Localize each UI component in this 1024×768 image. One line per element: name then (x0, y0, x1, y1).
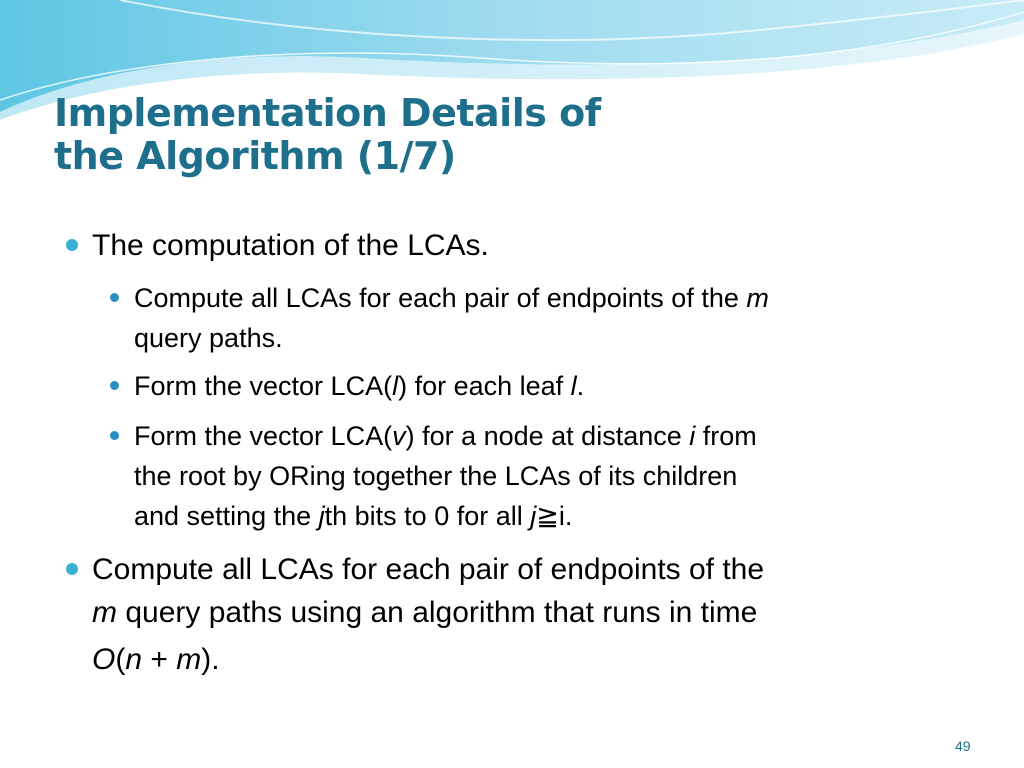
sub-bullet-form-vector-node (134, 416, 954, 536)
bullet-lca-computation (92, 224, 952, 267)
math-var: j (318, 501, 325, 531)
bullet-dot-icon (66, 239, 78, 251)
math-var: l (570, 371, 577, 401)
text: . (576, 371, 585, 401)
bullet-compute-all-lcas (92, 548, 952, 681)
math-var: l (392, 371, 399, 401)
bullet-dot-icon (66, 563, 78, 575)
bullet-line (134, 416, 954, 456)
text: ) for a node at distance (405, 421, 690, 451)
title-line-1: Implementation Details of (54, 91, 601, 135)
text: from (695, 421, 757, 451)
text: ) for each leaf (398, 371, 571, 401)
math-var: i (689, 421, 696, 451)
math-var: j (530, 501, 537, 531)
math-var: m (92, 596, 117, 629)
bullet-line (134, 366, 954, 406)
text: Form the vector LCA( (134, 421, 393, 451)
sub-bullet-compute-lcas (134, 278, 954, 358)
text: ( (115, 643, 126, 676)
text: ≧i. (536, 501, 573, 531)
bullet-dot-icon (110, 381, 119, 390)
bullet-dot-icon (110, 293, 119, 302)
bullet-line: the root by ORing together the LCAs of its children (134, 461, 738, 491)
bullet-line (92, 591, 952, 634)
title-line-2: the Algorithm (1/7) (54, 134, 456, 178)
text: query paths using an algorithm that runs in time (117, 596, 758, 629)
bullet-line: Compute all LCAs for each pair of endpoints of the (92, 553, 765, 586)
bullet-dot-icon (110, 431, 119, 440)
text: Form the vector LCA( (134, 371, 393, 401)
bullet-line: query paths. (134, 323, 283, 353)
math-var: n (125, 643, 143, 676)
math-var: m (176, 643, 202, 676)
bullet-line (134, 278, 954, 318)
math-var: O (92, 643, 116, 676)
text: Compute all LCAs for each pair of endpoints of the (134, 283, 747, 313)
math-var: v (392, 421, 406, 451)
page-number: 49 (955, 738, 971, 754)
bullet-line (134, 496, 954, 536)
text: + (142, 643, 177, 676)
text: ). (201, 643, 220, 676)
bullet-text: The computation of the LCAs. (92, 229, 489, 262)
bullet-line (92, 638, 952, 681)
text: th bits to 0 for all (324, 501, 531, 531)
sub-bullet-form-vector-leaf (134, 366, 954, 406)
math-var: m (746, 283, 769, 313)
text: and setting the (134, 501, 319, 531)
